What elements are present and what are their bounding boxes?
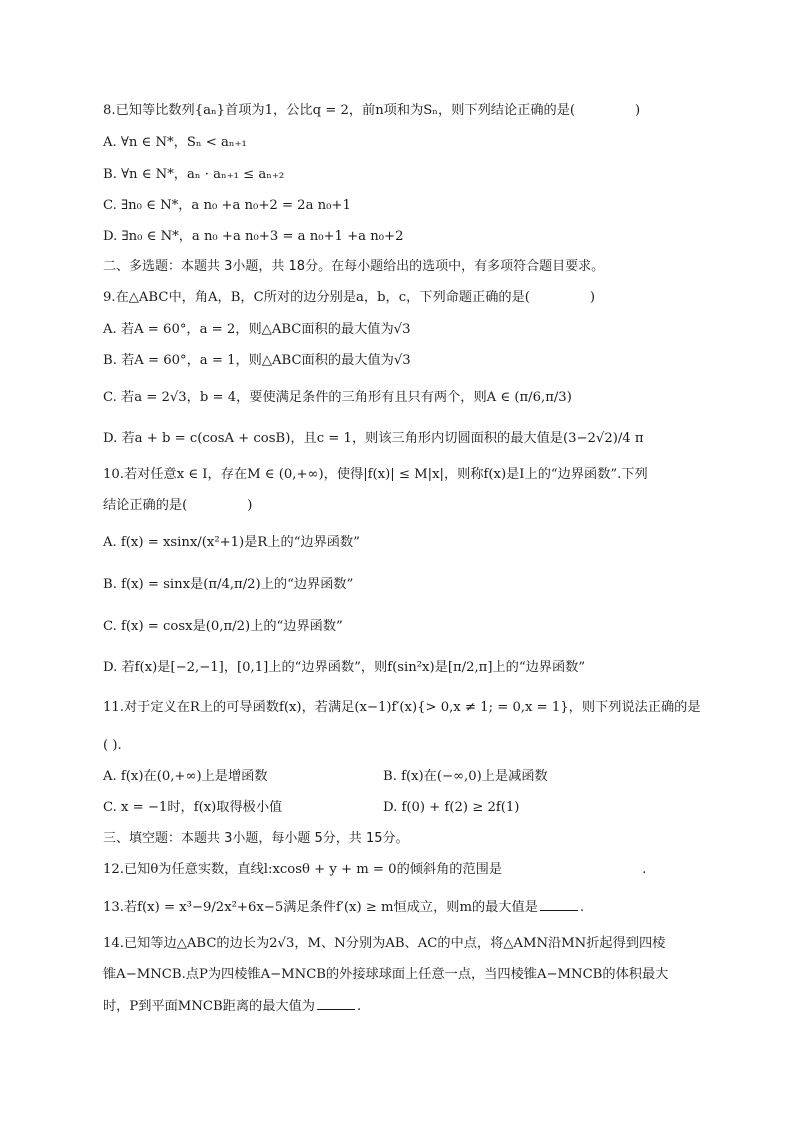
q13-answer-blank[interactable] xyxy=(540,898,578,911)
section-2-heading: 二、多选题：本题共 3小题，共 18分。在每小题给出的选项中，有多项符合题目要求。 xyxy=(103,259,605,274)
q11-stem-line2: ( ). xyxy=(103,738,122,753)
q9-paren-close: ) xyxy=(589,290,596,305)
q13-stem-text: 13.若f(x) = x³−9/2x²+6x−5满足条件f′(x) ≥ m恒成立，则m的最大值是 xyxy=(103,900,538,915)
q10-option-d: D. 若f(x)是[−2,−1]，[0,1]上的“边界函数”，则f(sin²x)是[π/2,π]上的“边界函数” xyxy=(103,660,586,675)
q14-line3-text: 时，P到平面MNCB距离的最大值为 xyxy=(103,999,315,1014)
q10-stem-line2 xyxy=(103,497,252,515)
q8-option-d: D. ∃n₀ ∈ N*，a n₀ +a n₀+3 = a n₀+1 +a n₀+2 xyxy=(103,229,404,244)
q10-option-b: B. f(x) = sinx是(π/4,π/2)上的“边界函数” xyxy=(103,577,354,592)
q8-option-b: B. ∀n ∈ N*，aₙ · aₙ₊₁ ≤ aₙ₊₂ xyxy=(103,167,285,182)
q11-option-b: B. f(x)在(−∞,0)上是减函数 xyxy=(383,769,548,784)
q8-stem-text: 8.已知等比数列{aₙ}首项为1，公比q = 2，前n项和为Sₙ，则下列结论正确的是( xyxy=(103,103,576,118)
q9-option-d: D. 若a + b = c(cosA + cosB)，且c = 1，则该三角形内切圆面积的最大值是(3−2√2)/4 π xyxy=(103,431,644,446)
section-3-heading: 三、填空题：本题共 3小题，每小题 5分，共 15分。 xyxy=(103,831,409,846)
q14-line2: 锥A−MNCB.点P为四棱锥A−MNCB的外接球球面上任意一点，当四棱锥A−MNCB的体积最大 xyxy=(103,967,669,982)
q12-stem-text: 12.已知θ为任意实数，直线l:xcosθ + y + m = 0的倾斜角的范围是 xyxy=(103,862,503,877)
q10-paren-close: ) xyxy=(247,498,253,513)
q14-answer-blank[interactable] xyxy=(317,997,355,1010)
q9-option-c: C. 若a = 2√3，b = 4，要使满足条件的三角形有且只有两个，则A ∈ (π/6,π/3) xyxy=(103,390,572,405)
q8-stem xyxy=(103,102,640,120)
q13-end: . xyxy=(579,900,585,915)
q10-stem-text: 结论正确的是( xyxy=(103,498,188,513)
q14-end: . xyxy=(356,999,362,1014)
q9-stem xyxy=(103,289,595,307)
q14-line1: 14.已知等边△ABC的边长为2√3，M、N分别为AB、AC的中点，将△AMN沿MN折起得到四棱 xyxy=(103,936,666,951)
q9-option-b: B. 若A = 60°，a = 1，则△ABC面积的最大值为√3 xyxy=(103,353,411,368)
q8-option-c: C. ∃n₀ ∈ N*，a n₀ +a n₀+2 = 2a n₀+1 xyxy=(103,198,351,213)
q10-option-c: C. f(x) = cosx是(0,π/2)上的“边界函数” xyxy=(103,619,343,634)
q9-stem-text: 9.在△ABC中，角A，B，C所对的边分别是a，b，c，下列命题正确的是( xyxy=(103,290,530,305)
q12-stem xyxy=(103,861,646,879)
q12-end: . xyxy=(642,862,647,877)
q11-option-c: C. x = −1时，f(x)取得极小值 xyxy=(103,800,283,815)
q11-option-d: D. f(0) + f(2) ≥ 2f(1) xyxy=(383,800,520,815)
q8-paren-close: ) xyxy=(635,103,641,118)
q9-option-a: A. 若A = 60°，a = 2，则△ABC面积的最大值为√3 xyxy=(103,322,411,337)
q10-option-a: A. f(x) = xsinx/(x²+1)是R上的“边界函数” xyxy=(103,535,360,550)
q14-line3 xyxy=(103,997,361,1016)
q11-stem-line1: 11.对于定义在R上的可导函数f(x)，若满足(x−1)f′(x){> 0,x ≠ 1; = 0,x = 1}，则下列说法正确的是 xyxy=(103,700,701,715)
q8-option-a: A. ∀n ∈ N*，Sₙ < aₙ₊₁ xyxy=(103,135,247,150)
q13-stem xyxy=(103,898,584,917)
q10-stem-line1: 10.若对任意x ∈ I，存在M ∈ (0,+∞)，使得|f(x)| ≤ M|x|，则称f(x)是I上的“边界函数”.下列 xyxy=(103,467,648,482)
q11-option-a: A. f(x)在(0,+∞)上是增函数 xyxy=(103,769,268,784)
